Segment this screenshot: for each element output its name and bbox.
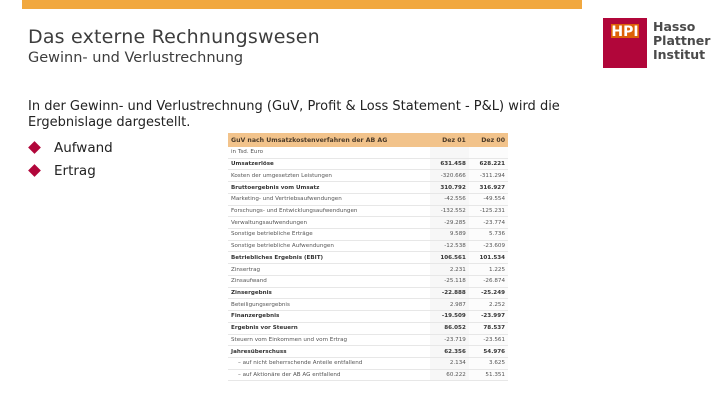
- table-cell: Ergebnis vor Steuern: [228, 322, 430, 334]
- table-cell: -23.609: [469, 240, 508, 252]
- table-body: [228, 147, 508, 381]
- table-cell: – auf Aktionäre der AB AG entfallend: [228, 369, 430, 381]
- hpi-logo-text: HPI: [611, 24, 639, 40]
- table-cell: – auf nicht beherrschende Anteile entfallend: [228, 357, 430, 369]
- table-row: [228, 299, 508, 311]
- table-cell: Sonstige betriebliche Erträge: [228, 229, 430, 241]
- top-accent-bar: [22, 0, 582, 9]
- guv-table-image: [228, 133, 508, 405]
- table-cell: -42.556: [430, 193, 469, 205]
- table-header-row: [228, 133, 508, 147]
- table-cell: [430, 147, 469, 158]
- table-cell: -23.997: [469, 311, 508, 323]
- hpi-logo: [603, 18, 711, 68]
- table-cell: 2.231: [430, 264, 469, 276]
- table-row: [228, 322, 508, 334]
- table-cell: Beteiligungsergebnis: [228, 299, 430, 311]
- table-row: [228, 193, 508, 205]
- table-cell: -22.888: [430, 287, 469, 299]
- table-cell: 2.134: [430, 357, 469, 369]
- table-cell: 2.252: [469, 299, 508, 311]
- table-cell: -26.874: [469, 275, 508, 287]
- table-cell: [469, 147, 508, 158]
- table-cell: Sonstige betriebliche Aufwendungen: [228, 240, 430, 252]
- table-cell: 310.792: [430, 182, 469, 194]
- table-row: [228, 170, 508, 182]
- table-cell: Marketing- und Vertriebsaufwendungen: [228, 193, 430, 205]
- table-cell: 9.589: [430, 229, 469, 241]
- table-header-cell: Dez 00: [469, 133, 508, 147]
- page-subtitle: Gewinn- und Verlustrechnung: [28, 50, 244, 66]
- table-cell: -132.552: [430, 205, 469, 217]
- table-cell: -320.666: [430, 170, 469, 182]
- table-cell: 628.221: [469, 158, 508, 170]
- table-cell: 5.736: [469, 229, 508, 241]
- table-row: [228, 287, 508, 299]
- table-cell: 62.356: [430, 346, 469, 358]
- table-cell: 101.534: [469, 252, 508, 264]
- table-cell: Zinsertrag: [228, 264, 430, 276]
- table-cell: Verwaltungsaufwendungen: [228, 217, 430, 229]
- table-header-cell: GuV nach Umsatzkostenverfahren der AB AG: [228, 133, 430, 147]
- table-cell: -49.554: [469, 193, 508, 205]
- table-cell: -23.561: [469, 334, 508, 346]
- bullet-item: [28, 159, 113, 182]
- table-cell: Steuern vom Einkommen und vom Ertrag: [228, 334, 430, 346]
- table-header-cell: Dez 01: [430, 133, 469, 147]
- diamond-bullet-icon: [28, 141, 41, 154]
- table-row: [228, 205, 508, 217]
- logo-word: Plattner: [653, 33, 711, 48]
- table-cell: Zinsaufwand: [228, 275, 430, 287]
- logo-word: Hasso: [653, 19, 696, 34]
- table-cell: Kosten der umgesetzten Leistungen: [228, 170, 430, 182]
- table-row: [228, 147, 508, 158]
- table-cell: -125.231: [469, 205, 508, 217]
- table-row: [228, 252, 508, 264]
- table-row: [228, 240, 508, 252]
- table-cell: 631.458: [430, 158, 469, 170]
- table-row: [228, 311, 508, 323]
- table-row: [228, 229, 508, 241]
- table-cell: -23.774: [469, 217, 508, 229]
- table-row: [228, 182, 508, 194]
- hpi-logo-mark: [603, 18, 647, 68]
- table-row: [228, 334, 508, 346]
- table-cell: -25.249: [469, 287, 508, 299]
- guv-table: [228, 133, 508, 381]
- table-cell: 51.351: [469, 369, 508, 381]
- table-cell: 3.625: [469, 357, 508, 369]
- table-cell: -311.294: [469, 170, 508, 182]
- hpi-logo-wordmark: [653, 20, 711, 62]
- logo-word: Institut: [653, 47, 706, 62]
- table-cell: Zinsergebnis: [228, 287, 430, 299]
- table-cell: in Tsd. Euro: [228, 147, 430, 158]
- table-cell: -29.285: [430, 217, 469, 229]
- bullet-text: Aufwand: [54, 139, 113, 156]
- table-cell: 2.987: [430, 299, 469, 311]
- table-cell: 54.976: [469, 346, 508, 358]
- table-cell: 78.537: [469, 322, 508, 334]
- page-title: Das externe Rechnungswesen: [28, 26, 320, 48]
- table-cell: -25.118: [430, 275, 469, 287]
- table-cell: -12.538: [430, 240, 469, 252]
- table-row: [228, 369, 508, 381]
- bullet-list: [28, 136, 113, 182]
- table-row: [228, 264, 508, 276]
- table-row: [228, 357, 508, 369]
- table-cell: Bruttoergebnis vom Umsatz: [228, 182, 430, 194]
- table-cell: 316.927: [469, 182, 508, 194]
- table-row: [228, 275, 508, 287]
- table-cell: -23.719: [430, 334, 469, 346]
- table-cell: -19.509: [430, 311, 469, 323]
- table-cell: 1.225: [469, 264, 508, 276]
- table-cell: Forschungs- und Entwicklungsaufwendungen: [228, 205, 430, 217]
- table-cell: Umsatzerlöse: [228, 158, 430, 170]
- intro-text: In der Gewinn- und Verlustrechnung (GuV, Profit & Loss Statement - P&L) wird die Ergebnislage dargestellt.: [28, 99, 560, 130]
- diamond-bullet-icon: [28, 164, 41, 177]
- table-row: [228, 158, 508, 170]
- bullet-item: [28, 136, 113, 159]
- table-cell: 106.561: [430, 252, 469, 264]
- table-cell: Betriebliches Ergebnis (EBIT): [228, 252, 430, 264]
- table-cell: 60.222: [430, 369, 469, 381]
- table-cell: Jahresüberschuss: [228, 346, 430, 358]
- table-row: [228, 217, 508, 229]
- table-row: [228, 346, 508, 358]
- table-cell: 86.052: [430, 322, 469, 334]
- table-cell: Finanzergebnis: [228, 311, 430, 323]
- bullet-text: Ertrag: [54, 162, 96, 179]
